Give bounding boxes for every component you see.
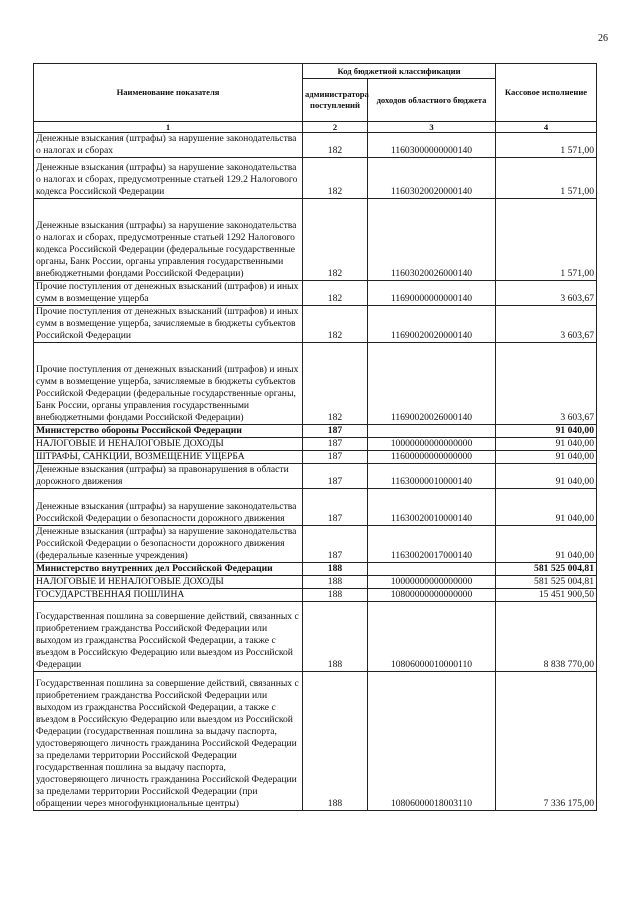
row-name: ШТРАФЫ, САНКЦИИ, ВОЗМЕЩЕНИЕ УЩЕРБА [34, 451, 303, 464]
table-row [34, 133, 597, 158]
row-income-code: 11630000010000140 [368, 464, 496, 489]
row-income-code: 10000000000000000 [368, 576, 496, 589]
row-admin-code: 187 [303, 464, 368, 489]
row-name: Денежные взыскания (штрафы) за нарушение законодательства Российской Федерации о безопасности дорожного движения (федеральные казенные учреждения) [34, 526, 303, 563]
table-row [34, 563, 597, 576]
header-admin: администратора поступлений [303, 79, 368, 122]
row-amount: 91 040,00 [496, 464, 597, 489]
table-row [34, 306, 597, 343]
row-admin-code: 188 [303, 563, 368, 576]
row-income-code: 11603000000000140 [368, 133, 496, 158]
row-name: Министерство внутренних дел Российской Федерации [34, 563, 303, 576]
row-admin-code: 188 [303, 589, 368, 602]
table-row [34, 602, 597, 672]
row-amount: 581 525 004,81 [496, 576, 597, 589]
row-name: НАЛОГОВЫЕ И НЕНАЛОГОВЫЕ ДОХОДЫ [34, 438, 303, 451]
table-row [34, 464, 597, 489]
row-name: Министерство обороны Российской Федерации [34, 425, 303, 438]
row-admin-code: 187 [303, 526, 368, 563]
row-income-code: 11690020026000140 [368, 343, 496, 425]
row-admin-code: 182 [303, 281, 368, 306]
header-group: Код бюджетной классификации [303, 64, 496, 79]
table-row [34, 158, 597, 199]
row-admin-code: 188 [303, 602, 368, 672]
budget-table [33, 63, 597, 811]
row-name: ГОСУДАРСТВЕННАЯ ПОШЛИНА [34, 589, 303, 602]
row-amount: 91 040,00 [496, 438, 597, 451]
row-admin-code: 182 [303, 158, 368, 199]
row-amount: 91 040,00 [496, 425, 597, 438]
header-income: доходов областного бюджета [368, 79, 496, 122]
col-number: 1 [34, 122, 303, 133]
row-amount: 91 040,00 [496, 526, 597, 563]
row-income-code: 10000000000000000 [368, 438, 496, 451]
row-name: Прочие поступления от денежных взысканий (штрафов) и иных сумм в возмещение ущерба, зачисляемые в бюджеты субъектов Российской Федерации (федеральные государственные органы, Банк России, органы управления государственными внебюджетными фондами Российской Федерации) [34, 343, 303, 425]
header-name: Наименование показателя [34, 64, 303, 122]
row-amount: 3 603,67 [496, 343, 597, 425]
row-name: Денежные взыскания (штрафы) за правонарушения в области дорожного движения [34, 464, 303, 489]
table-row [34, 672, 597, 811]
table-row [34, 589, 597, 602]
row-income-code: 11690000000000140 [368, 281, 496, 306]
row-name: Денежные взыскания (штрафы) за нарушение законодательства о налогах и сборах [34, 133, 303, 158]
row-name: Государственная пошлина за совершение действий, связанных с приобретением гражданства Российской Федерации или выходом из гражданства Российской Федерации, а также с въездом в Российскую Федерацию или выездом из Российской Федерации [34, 602, 303, 672]
row-income-code: 11600000000000000 [368, 451, 496, 464]
row-admin-code: 182 [303, 199, 368, 281]
table-row [34, 489, 597, 526]
row-admin-code: 187 [303, 425, 368, 438]
row-income-code [368, 563, 496, 576]
row-income-code: 11603020026000140 [368, 199, 496, 281]
row-income-code: 10806000010000110 [368, 602, 496, 672]
row-income-code: 11630020010000140 [368, 489, 496, 526]
row-amount: 7 336 175,00 [496, 672, 597, 811]
row-admin-code: 188 [303, 576, 368, 589]
row-amount: 15 451 900,50 [496, 589, 597, 602]
row-income-code: 11630020017000140 [368, 526, 496, 563]
table-row [34, 438, 597, 451]
row-admin-code: 182 [303, 343, 368, 425]
row-name: Прочие поступления от денежных взысканий (штрафов) и иных сумм в возмещение ущерба [34, 281, 303, 306]
row-name: Государственная пошлина за совершение действий, связанных с приобретением гражданства Российской Федерации или выходом из гражданства Российской Федерации, а также с въездом в Российскую Федерацию или выездом из Российской Федерации (государственная пошлина за выдачу паспорта, удостоверяющего личность гражданина Российской Федерации за пределами территории Российской Федерации государственная пошлина за выдачу паспорта, удостоверяющего личность гражданина Российской Федерации за пределами территории Российской Федерации (при обращении через многофункциональные центры) [34, 672, 303, 811]
row-income-code [368, 425, 496, 438]
table-row [34, 526, 597, 563]
table-row [34, 576, 597, 589]
row-name: НАЛОГОВЫЕ И НЕНАЛОГОВЫЕ ДОХОДЫ [34, 576, 303, 589]
row-name: Прочие поступления от денежных взысканий (штрафов) и иных сумм в возмещение ущерба, зачисляемые в бюджеты субъектов Российской Федерации [34, 306, 303, 343]
row-amount: 1 571,00 [496, 158, 597, 199]
row-admin-code: 188 [303, 672, 368, 811]
col-number: 2 [303, 122, 368, 133]
row-amount: 3 603,67 [496, 281, 597, 306]
col-number: 3 [368, 122, 496, 133]
table-row [34, 425, 597, 438]
row-admin-code: 187 [303, 438, 368, 451]
table-row [34, 281, 597, 306]
row-admin-code: 187 [303, 489, 368, 526]
row-income-code: 11603020020000140 [368, 158, 496, 199]
row-amount: 1 571,00 [496, 199, 597, 281]
row-amount: 91 040,00 [496, 489, 597, 526]
col-number: 4 [496, 122, 597, 133]
table-row [34, 199, 597, 281]
row-admin-code: 182 [303, 306, 368, 343]
row-income-code: 10806000018003110 [368, 672, 496, 811]
row-admin-code: 182 [303, 133, 368, 158]
row-amount: 581 525 004,81 [496, 563, 597, 576]
row-income-code: 11690020020000140 [368, 306, 496, 343]
row-admin-code: 187 [303, 451, 368, 464]
row-amount: 91 040,00 [496, 451, 597, 464]
header-amount: Кассовое исполнение [496, 64, 597, 122]
row-amount: 1 571,00 [496, 133, 597, 158]
page-number: 26 [598, 33, 608, 44]
row-income-code: 10800000000000000 [368, 589, 496, 602]
row-name: Денежные взыскания (штрафы) за нарушение законодательства о налогах и сборах, предусмотренные статьей 129.2 Налогового кодекса Российской Федерации [34, 158, 303, 199]
row-name: Денежные взыскания (штрафы) за нарушение законодательства о налогах и сборах, предусмотренные статьей 1292 Налогового кодекса Российской Федерации (федеральные государственные органы, Банк России, органы управления государственными внебюджетными фондами Российской Федерации) [34, 199, 303, 281]
table-row [34, 451, 597, 464]
row-amount: 3 603,67 [496, 306, 597, 343]
row-amount: 8 838 770,00 [496, 602, 597, 672]
table-row [34, 343, 597, 425]
row-name: Денежные взыскания (штрафы) за нарушение законодательства Российской Федерации о безопасности дорожного движения [34, 489, 303, 526]
